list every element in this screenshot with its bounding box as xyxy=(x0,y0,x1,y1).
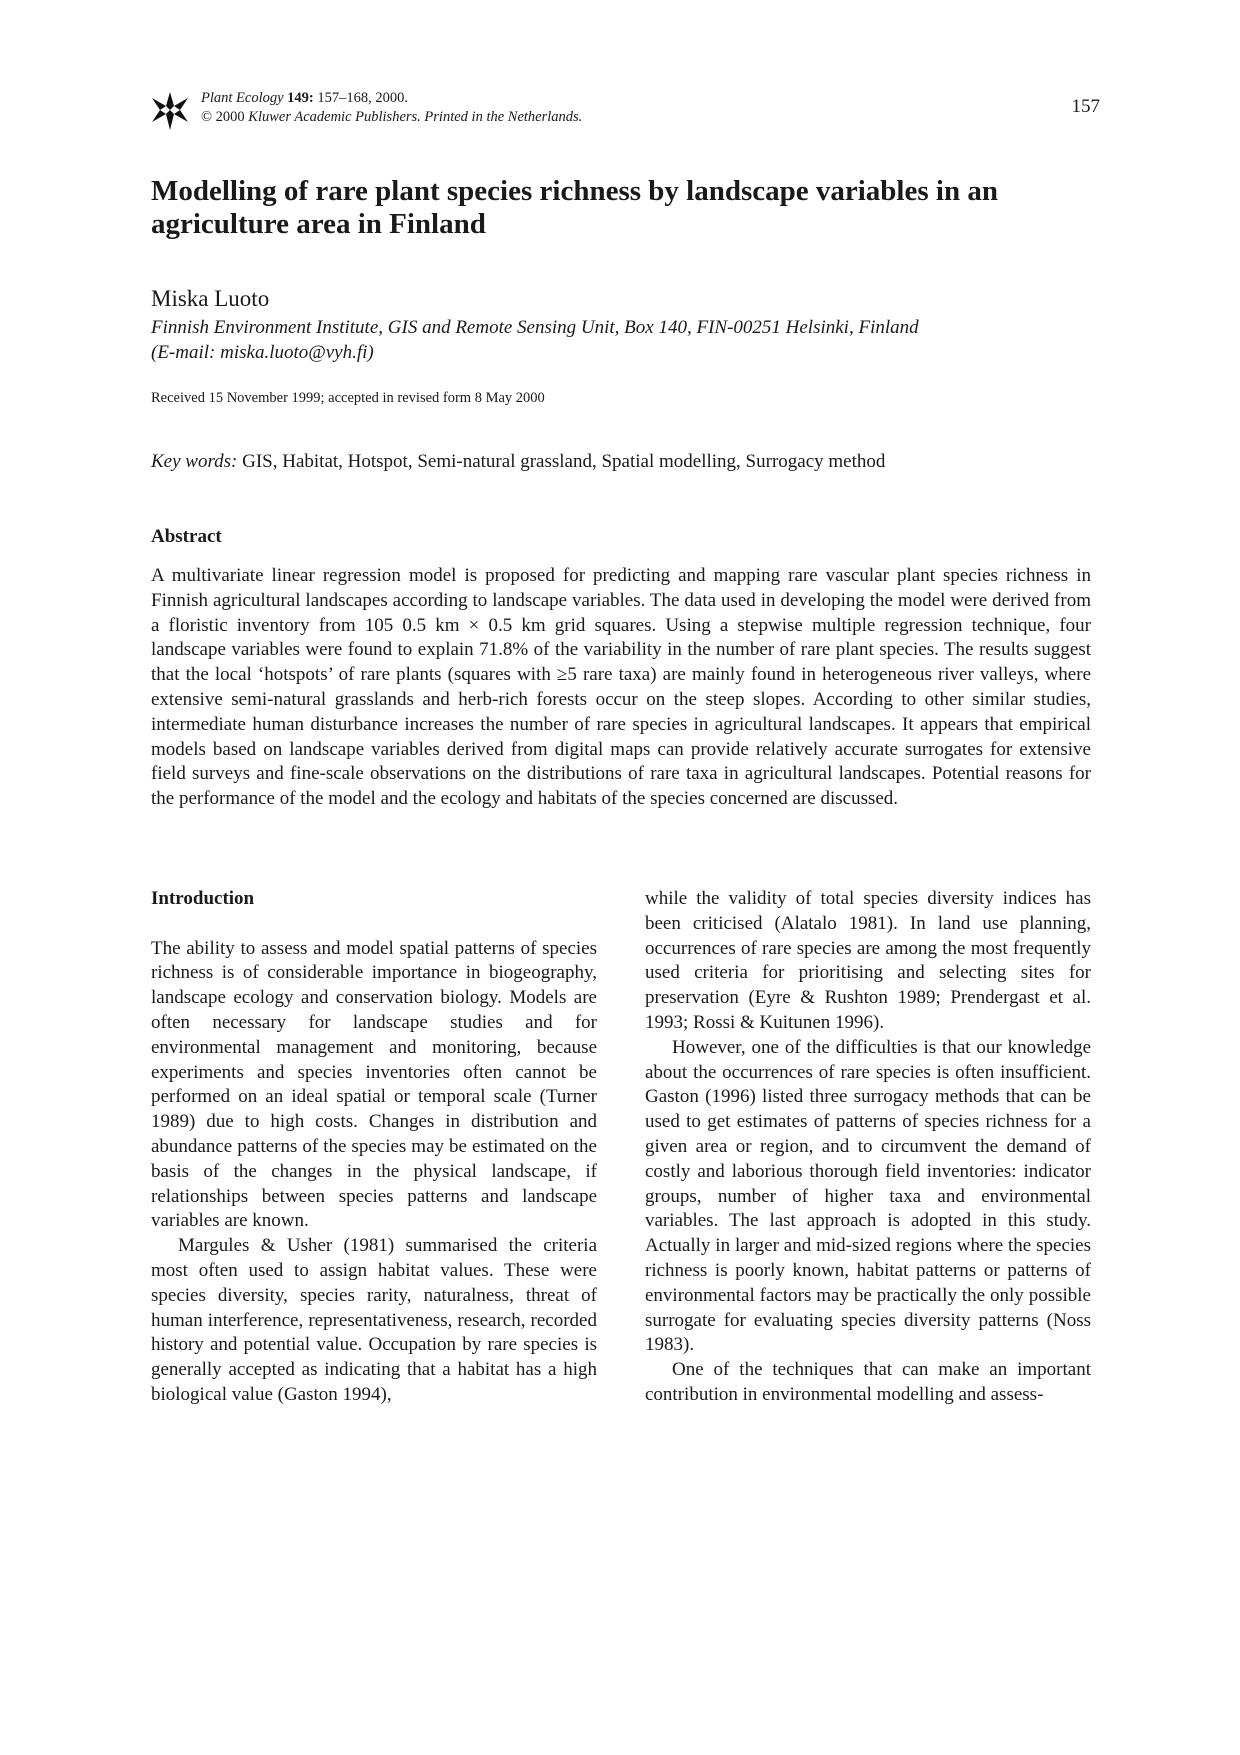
left-column xyxy=(151,887,597,1408)
publisher-name: Kluwer Academic Publishers. xyxy=(248,109,421,125)
author-name: Miska Luoto xyxy=(151,286,270,311)
author-affiliation xyxy=(151,315,1101,365)
keywords xyxy=(151,451,885,473)
journal-line-1 xyxy=(201,89,582,108)
journal-line-2 xyxy=(201,108,582,127)
introduction-heading: Introduction xyxy=(151,888,255,909)
article-title: Modelling of rare plant species richness by landscape variables in an agriculture area in Finland xyxy=(151,175,998,240)
abstract-heading: Abstract xyxy=(151,526,222,547)
intro-paragraph-3: while the validity of total species diversity indices has been criticised (Alatalo 1981). In land use planning, occurrences of rare species are among the most frequently used criteria for prioritising and selecting sites for preservation (Eyre & Rushton 1989; Prendergast et al. 1993; Rossi & Kuitunen 1996). xyxy=(645,888,1091,1033)
affiliation-address: Finnish Environment Institute, GIS and Remote Sensing Unit, Box 140, FIN-00251 Helsinki, Finland xyxy=(151,317,919,338)
keywords-list: GIS, Habitat, Hotspot, Semi-natural grassland, Spatial modelling, Surrogacy method xyxy=(242,451,886,472)
journal-citation xyxy=(201,89,582,127)
printed-note: Printed in the Netherlands. xyxy=(424,109,583,125)
intro-paragraph-4: However, one of the difficulties is that our knowledge about the occurrences of rare species is often insufficient. Gaston (1996) listed three surrogacy methods that can be used to get estimates of patterns of species richness for a given area or region, and to circumvent the demand of costly and laborious thorough field inventories: indicator groups, number of higher taxa and environmental variables. The last approach is adopted in this study. Actually in larger and mid-sized regions where the species richness is poorly known, habitat patterns or patterns of environmental factors may be practically the only possible surrogate for evaluating species diversity patterns (Noss 1983). xyxy=(645,1036,1091,1356)
publisher-logo-icon xyxy=(150,88,190,132)
page-number: 157 xyxy=(1071,96,1100,117)
journal-pages: 157–168, 2000. xyxy=(317,90,409,106)
received-dates: Received 15 November 1999; accepted in revised form 8 May 2000 xyxy=(151,390,545,406)
intro-paragraph-1: The ability to assess and model spatial patterns of species richness is of considerable importance in biogeography, landscape ecology and conservation biology. Models are often necessary for landscape studies and for environmental management and monitoring, because experiments and species inventories often cannot be performed on an ideal spatial or temporal scale (Turner 1989) due to high costs. Changes in distribution and abundance patterns of the species may be estimated on the basis of the changes in the physical landscape, if relationships between species patterns and landscape variables are known. xyxy=(151,937,597,1232)
intro-paragraph-2: Margules & Usher (1981) summarised the criteria most often used to assign habitat values. These were species diversity, species rarity, naturalness, threat of human interference, representativeness, research, recorded history and potential value. Occupation by rare species is generally accepted as indicating that a habitat has a high biological value (Gaston 1994), xyxy=(151,1235,597,1405)
journal-name: Plant Ecology xyxy=(201,90,284,106)
right-column xyxy=(645,887,1091,1408)
intro-paragraph-5: One of the techniques that can make an important contribution in environmental modelling and assess- xyxy=(645,1359,1091,1405)
affiliation-email: (E-mail: miska.luoto@vyh.fi) xyxy=(151,342,374,363)
journal-volume: 149: xyxy=(287,90,314,106)
copyright-symbol: © xyxy=(201,109,213,125)
abstract-text: A multivariate linear regression model is proposed for predicting and mapping rare vascular plant species richness in Finnish agricultural landscapes according to landscape variables. The data used in developing the model were derived from a floristic inventory from 105 0.5 km × 0.5 km grid squares. Using a stepwise multiple regression technique, four landscape variables were found to explain 71.8% of the variability in the number of rare plant species. The results suggest that the local ‘hotspots’ of rare plants (squares with ≥5 rare taxa) are mainly found in heterogeneous river valleys, where extensive semi-natural grasslands and herb-rich forests occur on the steep slopes. According to other similar studies, intermediate human disturbance increases the number of rare species in agricultural landscapes. It appears that empirical models based on landscape variables derived from digital maps can provide relatively accurate surrogates for extensive field surveys and fine-scale observations on the distributions of rare taxa in agricultural landscapes. Potential reasons for the performance of the model and the ecology and habitats of the species concerned are discussed. xyxy=(151,565,1091,810)
keywords-label: Key words: xyxy=(151,451,238,472)
copyright-year: 2000 xyxy=(215,109,245,125)
